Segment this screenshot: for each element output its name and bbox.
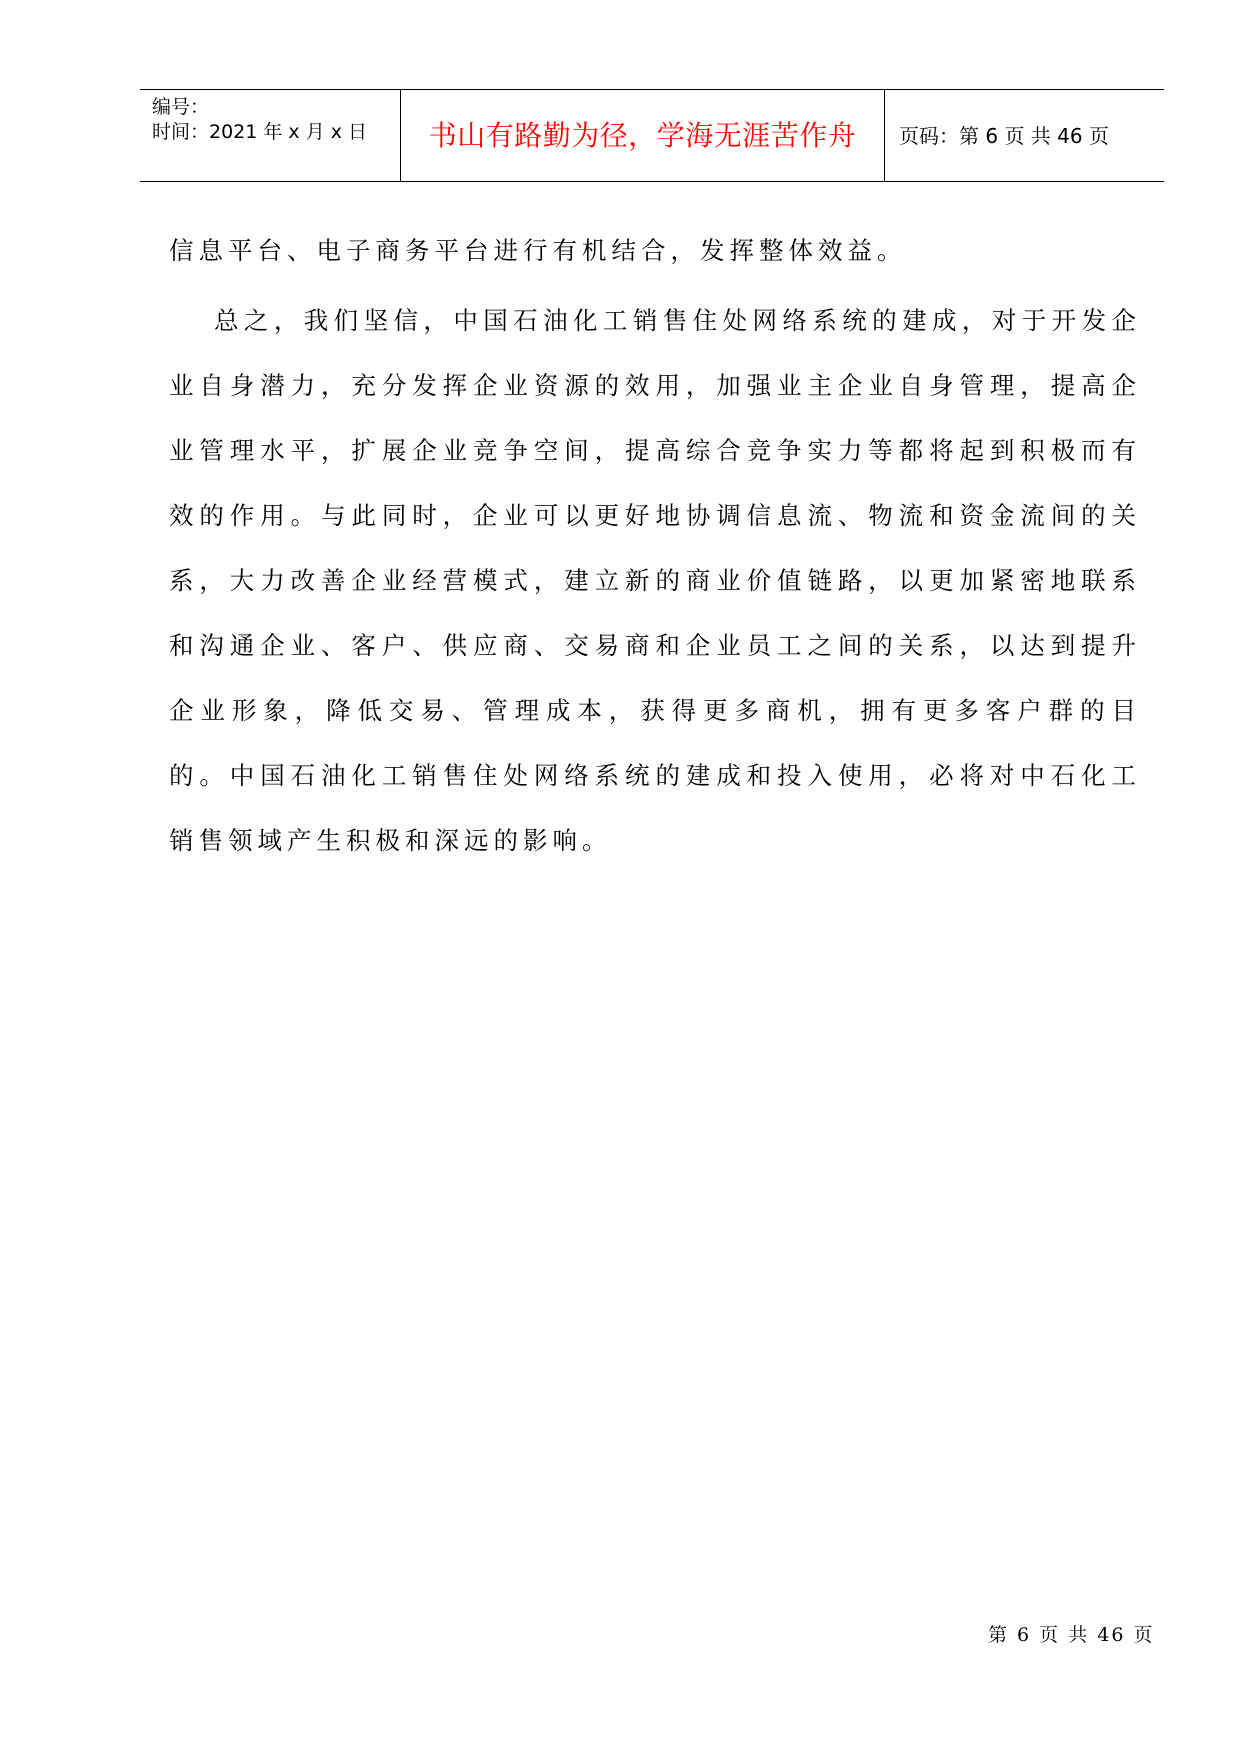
page-header bbox=[140, 89, 1164, 182]
serial-number-label: 编号： bbox=[152, 96, 210, 118]
header-motto-cell bbox=[401, 90, 885, 181]
header-motto: 书山有路勤为径，学海无涯苦作舟 bbox=[428, 118, 857, 152]
document-body bbox=[169, 218, 1141, 873]
header-info-cell bbox=[140, 90, 401, 181]
paragraph-conclusion: 总之，我们坚信，中国石油化工销售住处网络系统的建成，对于开发企业自身潜力，充分发挥企业资源的效用，加强业主企业自身管理，提高企业管理水平，扩展企业竞争空间，提高综合竞争实力等都将起到积极而有效的作用。与此同时，企业可以更好地协调信息流、物流和资金流间的关系，大力改善企业经营模式，建立新的商业价值链路，以更加紧密地联系和沟通企业、客户、供应商、交易商和企业员工之间的关系，以达到提升企业形象，降低交易、管理成本，获得更多商机，拥有更多客户群的目的。中国石油化工销售住处网络系统的建成和投入使用，必将对中石化工销售领域产生积极和深远的影响。 bbox=[169, 306, 1141, 855]
header-page-cell bbox=[885, 90, 1164, 181]
footer-page-number: 第 6 页 共 46 页 bbox=[988, 1624, 1155, 1646]
paragraph-continuation: 信息平台、电子商务平台进行有机结合，发挥整体效益。 bbox=[169, 236, 907, 265]
time-label: 时间：2021 年 x 月 x 日 bbox=[152, 121, 368, 143]
header-page-number: 页码：第 6 页 共 46 页 bbox=[899, 123, 1109, 148]
